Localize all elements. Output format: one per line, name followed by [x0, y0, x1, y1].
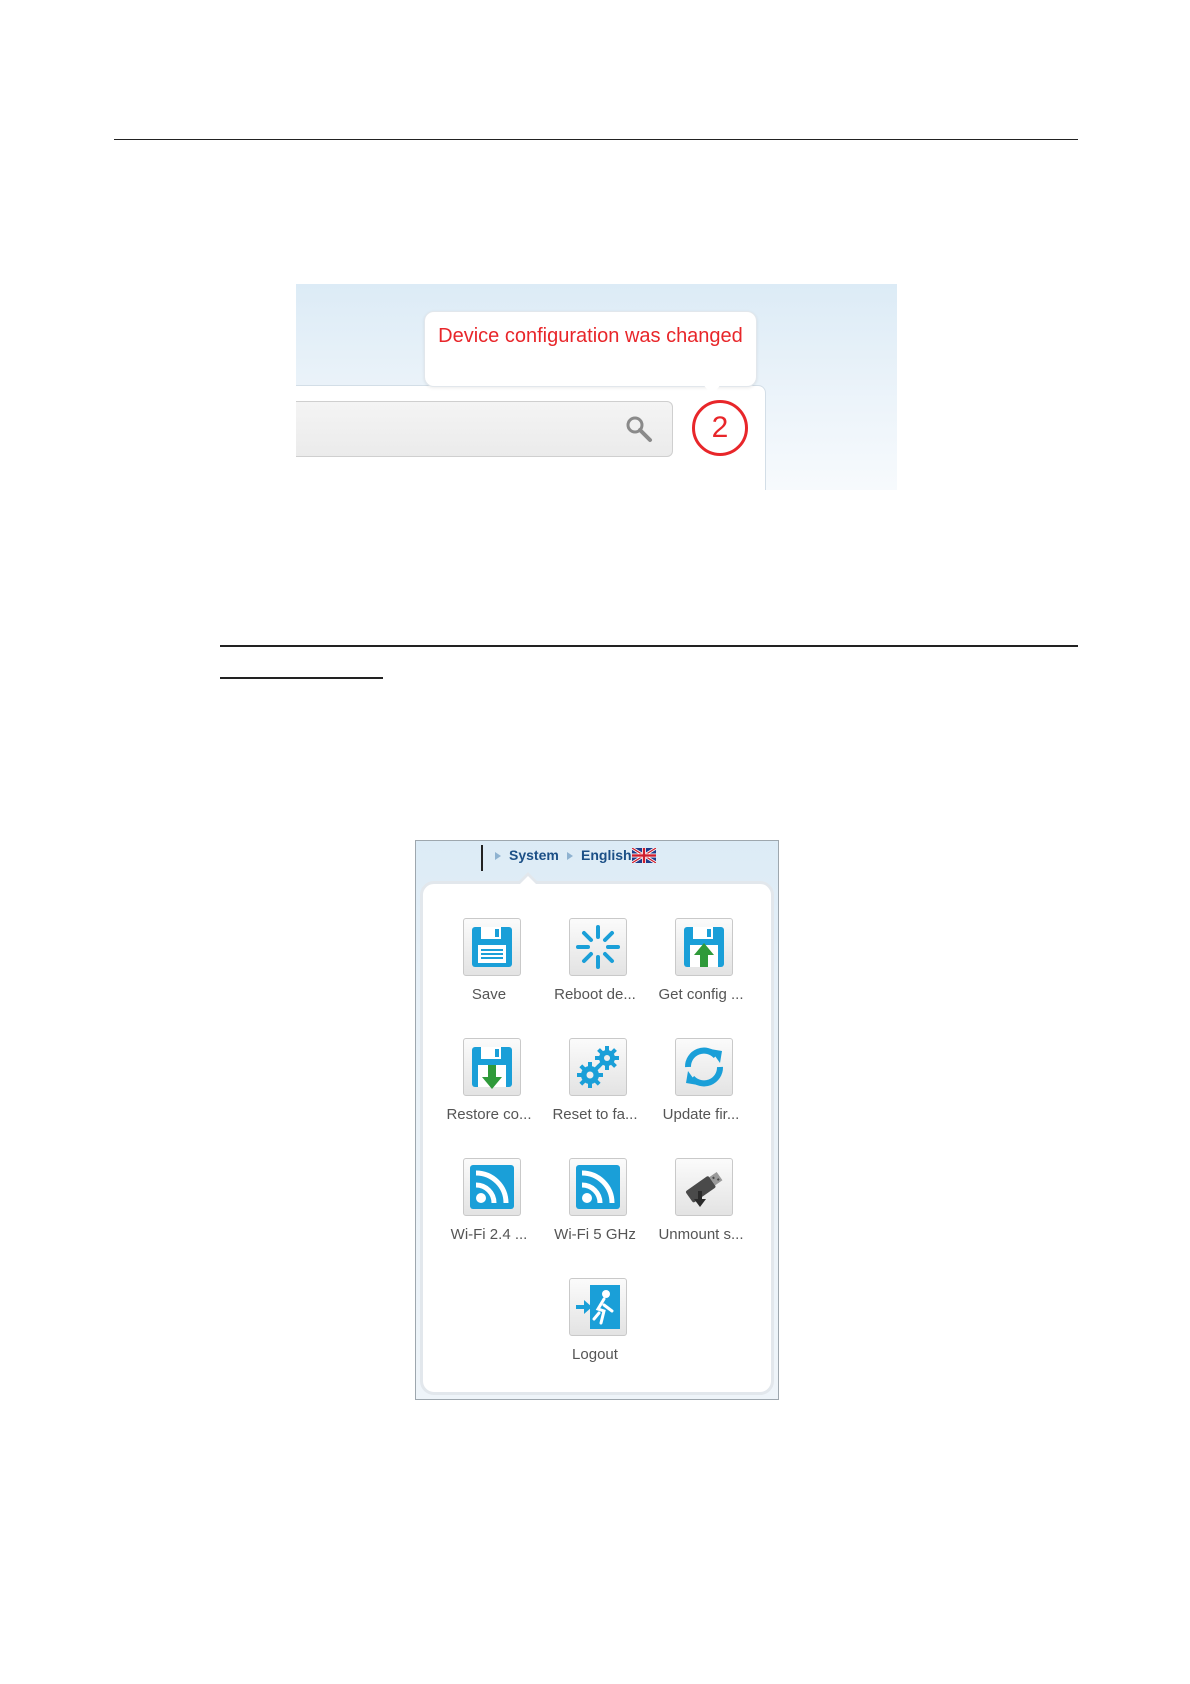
uk-flag-icon[interactable] — [632, 848, 656, 863]
top-rule — [114, 139, 1078, 140]
tooltip-tail — [703, 384, 721, 396]
top-navigation — [416, 841, 778, 881]
nav-divider — [481, 845, 483, 871]
notification-screenshot — [296, 284, 897, 490]
arrow-right-icon — [567, 852, 573, 860]
menu-item-label: Wi-Fi 5 GHz — [554, 1226, 636, 1243]
menu-item-wifi-24[interactable] — [441, 1158, 537, 1268]
restore-icon — [463, 1038, 521, 1096]
menu-item-label: Restore co... — [446, 1106, 532, 1123]
menu-item-unmount-storage[interactable] — [653, 1158, 749, 1268]
section-rule-short — [220, 677, 383, 679]
menu-item-save[interactable] — [441, 918, 537, 1028]
usb-icon — [675, 1158, 733, 1216]
menu-item-restore-config[interactable] — [441, 1038, 537, 1148]
menu-item-label: Unmount s... — [658, 1226, 744, 1243]
notification-tooltip — [424, 311, 757, 387]
section-rule — [220, 645, 1078, 647]
menu-item-label: Reset to fa... — [552, 1106, 638, 1123]
search-icon[interactable] — [624, 414, 654, 444]
menu-pointer-inner — [519, 876, 537, 885]
logout-icon — [569, 1278, 627, 1336]
menu-item-label: Reboot de... — [554, 986, 636, 1003]
menu-item-label: Save — [471, 986, 507, 1003]
backup-icon — [675, 918, 733, 976]
language-menu-link[interactable]: English — [581, 847, 632, 863]
wifi-icon — [569, 1158, 627, 1216]
menu-item-wifi-5[interactable] — [547, 1158, 643, 1268]
menu-item-label: Update fir... — [662, 1106, 740, 1123]
menu-item-label: Wi-Fi 2.4 ... — [450, 1226, 528, 1243]
save-icon — [463, 918, 521, 976]
system-menu-link[interactable]: System — [509, 847, 559, 863]
menu-item-update-firmware[interactable] — [653, 1038, 749, 1148]
menu-item-logout[interactable] — [547, 1278, 643, 1388]
menu-item-label: Logout — [572, 1346, 618, 1363]
gears-icon — [569, 1038, 627, 1096]
wifi-icon — [463, 1158, 521, 1216]
notification-counter[interactable]: 2 — [692, 400, 748, 456]
notification-message: Device configuration was changed — [438, 325, 743, 347]
menu-item-label: Get config ... — [658, 986, 744, 1003]
arrow-right-icon — [495, 852, 501, 860]
system-menu-panel — [420, 881, 774, 1395]
search-field[interactable] — [296, 401, 673, 457]
refresh-icon — [675, 1038, 733, 1096]
system-menu-screenshot — [415, 840, 779, 1400]
menu-item-reboot[interactable] — [547, 918, 643, 1028]
menu-item-reset-factory[interactable] — [547, 1038, 643, 1148]
reboot-icon — [569, 918, 627, 976]
menu-item-get-config[interactable] — [653, 918, 749, 1028]
